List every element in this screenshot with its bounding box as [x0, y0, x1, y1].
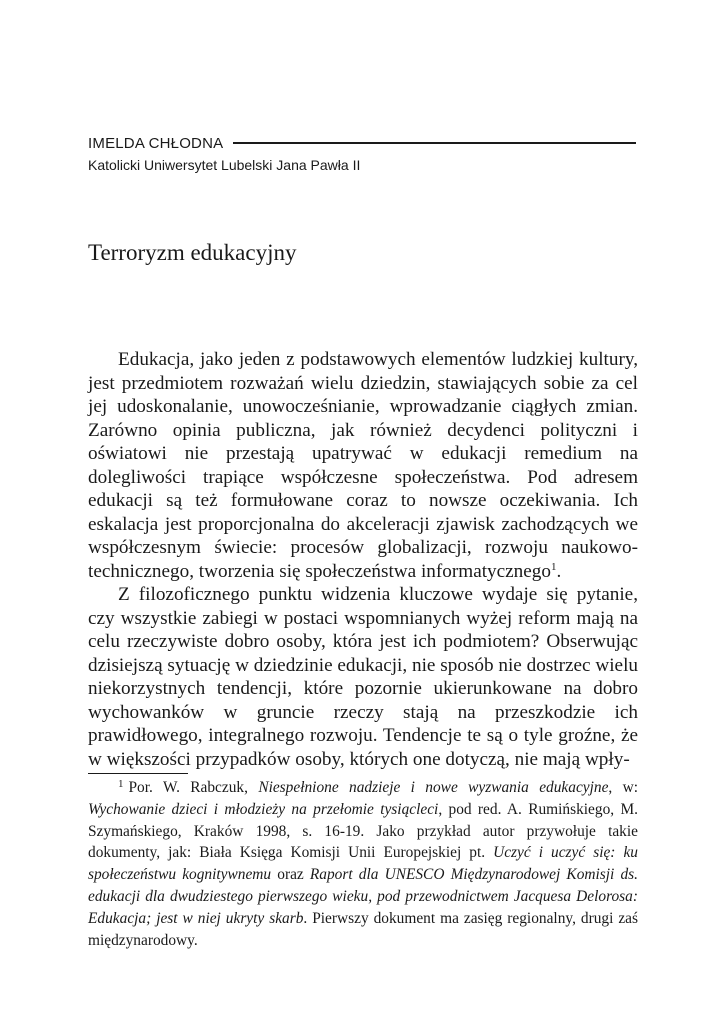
- footnote-separator: [88, 773, 188, 774]
- footnote-part: oraz: [271, 866, 310, 884]
- footnote-ref-1[interactable]: 1: [550, 560, 557, 573]
- author-rule: [233, 142, 636, 144]
- footnote-title: Uczyć i uczyć się: ku społeczeństwu kognitywnemu: [88, 844, 638, 884]
- footnote-part: , w:: [608, 779, 638, 796]
- footnote-part: . Pierwszy dokument ma zasięg regionalny, drugi zaś międzynarodowy.: [88, 909, 638, 949]
- footnote-part: , pod red. A. Rumińskiego, M. Szymańskiego, Kraków 1998, s. 16-19. Jako przykład autor przywołuje takie dokumenty, jak: Biała Księga Komisji Unii Europejskiej pt.: [88, 800, 638, 862]
- paragraph-1-end: .: [556, 560, 562, 582]
- footnote-part: Por. W. Rabczuk,: [128, 779, 259, 796]
- paragraph-1-text: Edukacja, jako jeden z podstawowych elementów ludzkiej kultury, jest przedmiotem rozważań wielu dziedzin, stawiających sobie za cel jej udoskonalanie, unowocześnianie, wprowadzanie ciągłych zmian. Zarówno opinia publiczna, jak również decydenci polityczni i oświatowi nie przestają upatrywać w edukacji remedium na dolegliwości trapiące współczesne społeczeństwa. Pod adresem edukacji są też formułowane coraz to nowsze oczekiwania. Ich eskalacja jest proporcjonalna do akceleracji zjawisk zachodzących we współczesnym świecie: procesów globalizacji, rozwoju naukowo-technicznego, tworzenia się społeczeństwa informatycznego: [88, 349, 638, 582]
- paragraph-2: Z filozoficznego punktu widzenia kluczowe wydaje się pytanie, czy wszystkie zabiegi w postaci wspomnianych wyżej reform mają na celu rzeczywiste dobro osoby, która jest ich podmiotem? Obserwując dzisiejszą sytuację w dziedzinie edukacji, nie sposób nie dostrzec wielu niekorzystnych tendencji, które pozornie ukierunkowane na dobro wychowanków w gruncie rzeczy stają na przeszkodzie ich prawidłowego, integralnego rozwoju. Tendencje te są o tyle groźne, że w większości przypadków osoby, których one dotyczą, nie mają wpły-: [88, 584, 638, 770]
- paragraph-1: [88, 348, 638, 583]
- footnote-title: Wychowanie dzieci i młodzieży na przełomie tysiącleci: [88, 800, 439, 818]
- footnote-1: [88, 777, 638, 951]
- article-body: [88, 348, 638, 771]
- footnote-text: [88, 777, 638, 951]
- footnote-title: Raport dla UNESCO Międzynarodowej Komisji ds. edukacji dla dwudziestego pierwszego wieku, pod przewodnictwem Jacquesa Delorosa: Edukacja; jest w niej ukryty skarb: [88, 866, 638, 927]
- author-header: [88, 132, 638, 173]
- article-title: Terroryzm edukacyjny: [88, 240, 297, 265]
- author-line: [88, 132, 638, 154]
- footnote-title: Niespełnione nadzieje i nowe wyzwania edukacyjne: [258, 779, 609, 796]
- author-name: IMELDA CHŁODNA: [88, 134, 224, 152]
- footnote-mark: 1: [118, 778, 124, 790]
- author-affiliation: Katolicki Uniwersytet Lubelski Jana Pawła II: [88, 157, 361, 173]
